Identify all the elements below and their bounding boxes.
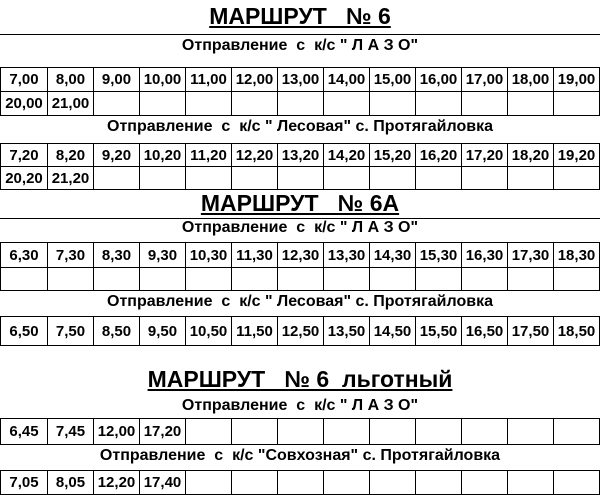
- departure-time-cell: 6,30: [1, 243, 48, 268]
- table-row: [1, 92, 600, 116]
- table-row: [1, 471, 600, 495]
- departure-time-cell: [508, 268, 554, 291]
- departure-time-cell: 7,00: [1, 68, 48, 92]
- departure-time-cell: 9,30: [140, 243, 186, 268]
- route-6-preferential-departure-2-table: [0, 470, 600, 495]
- departure-time-cell: 7,50: [48, 317, 94, 346]
- departure-time-cell: [554, 419, 600, 445]
- departure-time-cell: 14,30: [370, 243, 416, 268]
- route-6a-departure-2-heading: Отправление с к/с " Лесовая" с. Протягайловка: [107, 293, 493, 310]
- departure-time-cell: 13,20: [278, 144, 324, 167]
- departure-time-cell: 12,20: [232, 144, 278, 167]
- departure-time-cell: [508, 92, 554, 116]
- departure-time-cell: [1, 268, 48, 291]
- route-6-departure-2-heading: Отправление с к/с " Лесовая" с. Протягайловка: [107, 118, 493, 135]
- departure-time-cell: 14,50: [370, 317, 416, 346]
- departure-time-cell: 14,00: [324, 68, 370, 92]
- departure-time-cell: 21,00: [48, 92, 94, 116]
- departure-time-cell: 12,20: [94, 471, 140, 495]
- departure-time-cell: [554, 92, 600, 116]
- departure-time-cell: [370, 268, 416, 291]
- departure-time-cell: 6,45: [1, 419, 48, 445]
- departure-time-cell: [416, 92, 462, 116]
- route-6-title: МАРШРУТ № 6: [209, 3, 391, 29]
- departure-time-cell: [554, 471, 600, 495]
- departure-time-cell: [140, 167, 186, 190]
- departure-time-cell: [554, 268, 600, 291]
- departure-time-cell: 17,50: [508, 317, 554, 346]
- departure-time-cell: 19,20: [554, 144, 600, 167]
- departure-time-cell: 9,20: [94, 144, 140, 167]
- departure-time-cell: 19,00: [554, 68, 600, 92]
- departure-time-cell: [232, 419, 278, 445]
- departure-time-cell: 15,50: [416, 317, 462, 346]
- route-6-preferential-title: МАРШРУТ № 6 льготный: [147, 366, 453, 392]
- route-6a-departure-1-table: [0, 242, 600, 291]
- departure-time-cell: [416, 268, 462, 291]
- departure-time-cell: [140, 92, 186, 116]
- departure-time-cell: [232, 92, 278, 116]
- departure-time-cell: 18,00: [508, 68, 554, 92]
- departure-time-cell: 7,05: [1, 471, 48, 495]
- departure-time-cell: 17,20: [140, 419, 186, 445]
- table-row: [1, 167, 600, 190]
- route-6a-departure-1-heading: Отправление с к/с " Л А З О": [181, 219, 419, 236]
- departure-time-cell: [140, 268, 186, 291]
- table-row: [1, 144, 600, 167]
- departure-time-cell: [278, 471, 324, 495]
- departure-time-cell: [462, 92, 508, 116]
- departure-time-cell: 18,50: [554, 317, 600, 346]
- departure-time-cell: 17,30: [508, 243, 554, 268]
- departure-time-cell: [186, 92, 232, 116]
- table-row: [1, 268, 600, 291]
- route-6-preferential-departure-1-table: [0, 418, 600, 445]
- departure-time-cell: 11,20: [186, 144, 232, 167]
- departure-time-cell: 15,00: [370, 68, 416, 92]
- departure-time-cell: [186, 471, 232, 495]
- departure-time-cell: [232, 167, 278, 190]
- table-row: [1, 243, 600, 268]
- departure-time-cell: 16,30: [462, 243, 508, 268]
- departure-time-cell: 10,20: [140, 144, 186, 167]
- departure-time-cell: [94, 92, 140, 116]
- table-row: [1, 419, 600, 445]
- departure-time-cell: [324, 167, 370, 190]
- departure-time-cell: [416, 167, 462, 190]
- departure-time-cell: [94, 268, 140, 291]
- departure-time-cell: 10,30: [186, 243, 232, 268]
- departure-time-cell: 20,00: [1, 92, 48, 116]
- departure-time-cell: [48, 268, 94, 291]
- departure-time-cell: 8,00: [48, 68, 94, 92]
- departure-time-cell: [370, 167, 416, 190]
- departure-time-cell: 13,00: [278, 68, 324, 92]
- departure-time-cell: 9,50: [140, 317, 186, 346]
- departure-time-cell: 12,00: [232, 68, 278, 92]
- departure-time-cell: 10,00: [140, 68, 186, 92]
- departure-time-cell: [278, 419, 324, 445]
- departure-time-cell: 12,00: [94, 419, 140, 445]
- departure-time-cell: 12,50: [278, 317, 324, 346]
- departure-time-cell: 16,00: [416, 68, 462, 92]
- departure-time-cell: 16,20: [416, 144, 462, 167]
- route-6-preferential-departure-2-heading: Отправление с к/с "Совхозная" с. Протягайловка: [99, 447, 501, 464]
- departure-time-cell: [232, 471, 278, 495]
- departure-time-cell: 14,20: [324, 144, 370, 167]
- departure-time-cell: [508, 167, 554, 190]
- departure-time-cell: [324, 268, 370, 291]
- departure-time-cell: 15,20: [370, 144, 416, 167]
- departure-time-cell: 8,50: [94, 317, 140, 346]
- departure-time-cell: 18,20: [508, 144, 554, 167]
- departure-time-cell: [508, 471, 554, 495]
- departure-time-cell: 16,50: [462, 317, 508, 346]
- departure-time-cell: 8,20: [48, 144, 94, 167]
- departure-time-cell: [416, 471, 462, 495]
- departure-time-cell: [278, 167, 324, 190]
- departure-time-cell: 21,20: [48, 167, 94, 190]
- departure-time-cell: 8,05: [48, 471, 94, 495]
- departure-time-cell: [278, 92, 324, 116]
- departure-time-cell: 13,50: [324, 317, 370, 346]
- divider: [0, 34, 600, 35]
- departure-time-cell: 11,00: [186, 68, 232, 92]
- departure-time-cell: [370, 419, 416, 445]
- departure-time-cell: 6,50: [1, 317, 48, 346]
- departure-time-cell: 12,30: [278, 243, 324, 268]
- departure-time-cell: [462, 419, 508, 445]
- departure-time-cell: [186, 419, 232, 445]
- route-6a-departure-2-table: [0, 316, 600, 346]
- departure-time-cell: [462, 268, 508, 291]
- departure-time-cell: [186, 167, 232, 190]
- departure-time-cell: 7,45: [48, 419, 94, 445]
- route-6-preferential-departure-1-heading: Отправление с к/с " Л А З О": [181, 397, 419, 414]
- departure-time-cell: [462, 167, 508, 190]
- departure-time-cell: [370, 92, 416, 116]
- departure-time-cell: [324, 471, 370, 495]
- departure-time-cell: 13,30: [324, 243, 370, 268]
- departure-time-cell: 8,30: [94, 243, 140, 268]
- route-6-departure-1-heading: Отправление с к/с " Л А З О": [181, 37, 419, 54]
- route-6a-title: МАРШРУТ № 6А: [200, 190, 400, 216]
- departure-time-cell: 18,30: [554, 243, 600, 268]
- departure-time-cell: 20,20: [1, 167, 48, 190]
- departure-time-cell: 17,00: [462, 68, 508, 92]
- route-6-departure-1-table: [0, 67, 600, 116]
- departure-time-cell: [462, 471, 508, 495]
- departure-time-cell: [370, 471, 416, 495]
- divider: [0, 290, 600, 291]
- departure-time-cell: 7,30: [48, 243, 94, 268]
- departure-time-cell: [324, 419, 370, 445]
- departure-time-cell: [324, 92, 370, 116]
- departure-time-cell: [186, 268, 232, 291]
- table-row: [1, 317, 600, 346]
- departure-time-cell: [232, 268, 278, 291]
- departure-time-cell: [94, 167, 140, 190]
- departure-time-cell: 7,20: [1, 144, 48, 167]
- departure-time-cell: 9,00: [94, 68, 140, 92]
- departure-time-cell: [554, 167, 600, 190]
- route-6-departure-2-table: [0, 143, 600, 190]
- departure-time-cell: [416, 419, 462, 445]
- departure-time-cell: 10,50: [186, 317, 232, 346]
- departure-time-cell: 17,40: [140, 471, 186, 495]
- departure-time-cell: 17,20: [462, 144, 508, 167]
- departure-time-cell: [508, 419, 554, 445]
- table-row: [1, 68, 600, 92]
- departure-time-cell: 11,50: [232, 317, 278, 346]
- departure-time-cell: 11,30: [232, 243, 278, 268]
- departure-time-cell: 15,30: [416, 243, 462, 268]
- departure-time-cell: [278, 268, 324, 291]
